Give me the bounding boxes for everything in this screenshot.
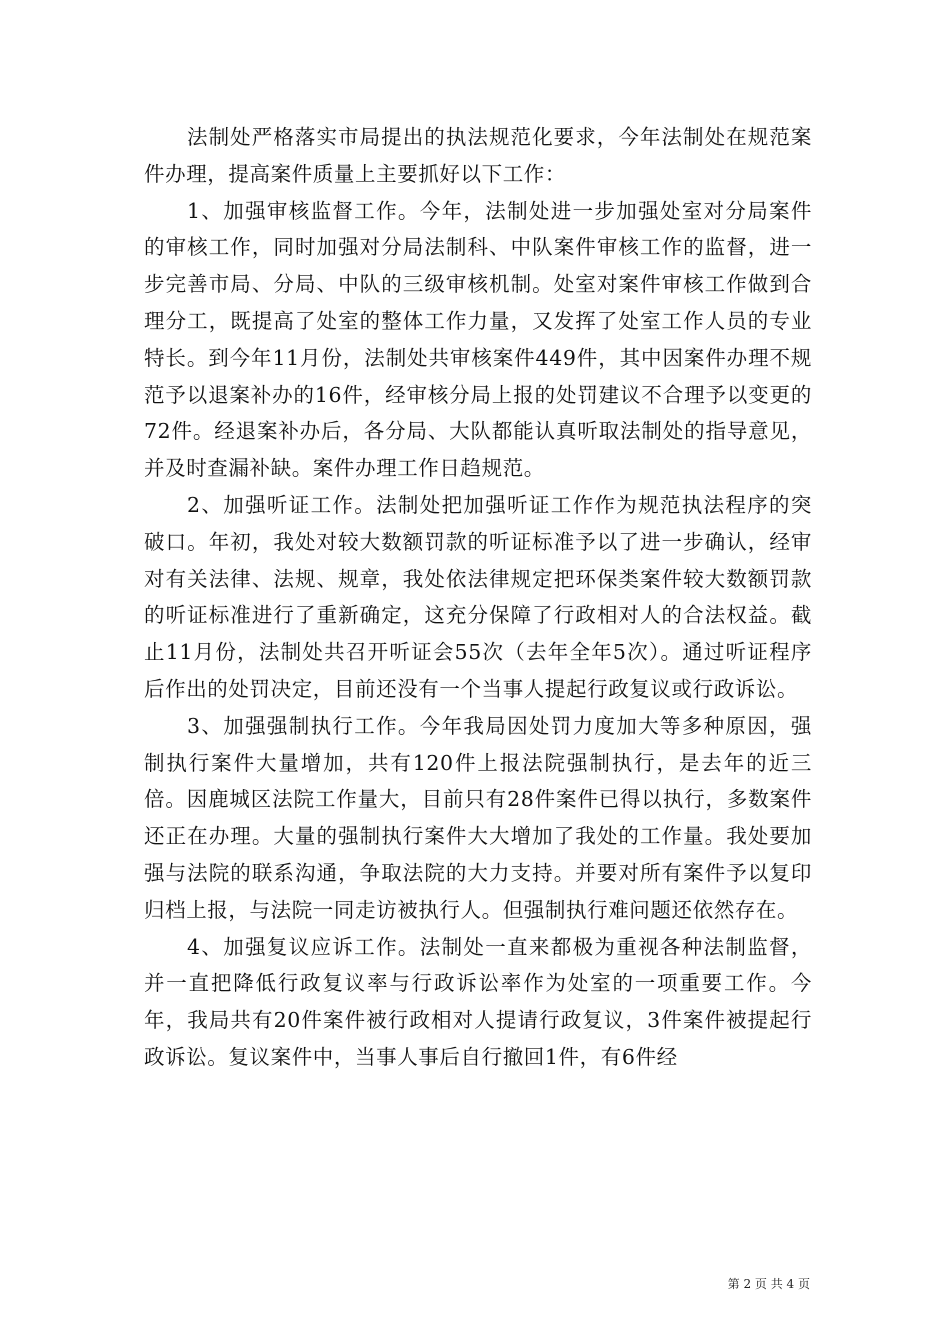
intro-paragraph: 法制处严格落实市局提出的执法规范化要求，今年法制处在规范案件办理，提高案件质量上主要抓好以下工作： (144, 125, 812, 186)
paragraph-hearing: 2、加强听证工作。法制处把加强听证工作作为规范执法程序的突破口。年初，我处对较大数额罚款的听证标准予以了进一步确认，经审对有关法律、法规、规章，我处依法律规定把环保类案件较大数额罚款的听证标准进行了重新确定，这充分保障了行政相对人的合法权益。截止11月份，法制处共召开听证会55次（去年全年5次）。通过听证程序后作出的处罚决定，目前还没有一个当事人提起行政复议或行政诉讼。 (144, 492, 812, 701)
page-number-footer: 第 2 页 共 4 页 (727, 1277, 810, 1291)
paragraph-review-supervision: 1、加强审核监督工作。今年，法制处进一步加强处室对分局案件的审核工作，同时加强对分局法制科、中队案件审核工作的监督，进一步完善市局、分局、中队的三级审核机制。处室对案件审核工作做到合理分工，既提高了处室的整体工作力量，又发挥了处室工作人员的专业特长。到今年11月份，法制处共审核案件449件，其中因案件办理不规范予以退案补办的16件，经审核分局上报的处罚建议不合理予以变更的72件。经退案补办后，各分局、大队都能认真听取法制处的指导意见，并及时查漏补缺。案件办理工作日趋规范。 (144, 198, 812, 481)
paragraph-reconsideration: 4、加强复议应诉工作。法制处一直来都极为重视各种法制监督，并一直把降低行政复议率与行政诉讼率作为处室的一项重要工作。今年，我局共有20件案件被行政相对人提请行政复议，3件案件被提起行政诉讼。复议案件中，当事人事后自行撤回1件，有6件经 (144, 934, 812, 1069)
document-body (144, 119, 812, 1076)
paragraph-enforcement: 3、加强强制执行工作。今年我局因处罚力度加大等多种原因，强制执行案件大量增加，共有120件上报法院强制执行，是去年的近三倍。因鹿城区法院工作量大，目前只有28件案件已得以执行，多数案件还正在办理。大量的强制执行案件大大增加了我处的工作量。我处要加强与法院的联系沟通，争取法院的大力支持。并要对所有案件予以复印归档上报，与法院一同走访被执行人。但强制执行难问题还依然存在。 (144, 713, 812, 922)
